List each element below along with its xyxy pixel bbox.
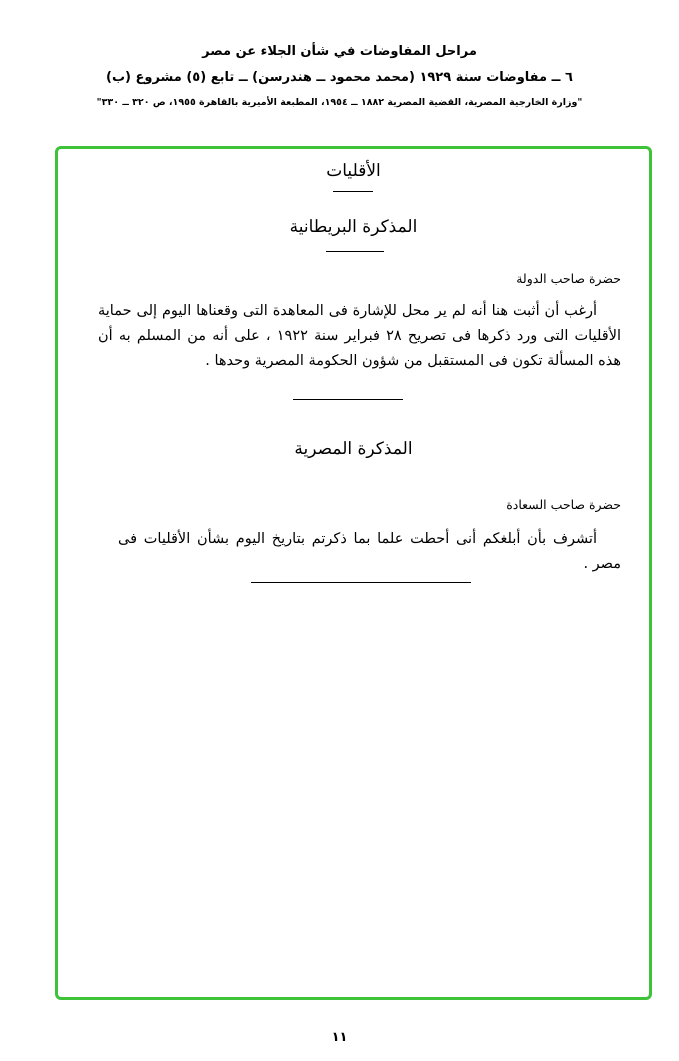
divider bbox=[293, 399, 403, 400]
egyptian-salutation: حضرة صاحب السعادة bbox=[506, 497, 621, 512]
british-salutation: حضرة صاحب الدولة bbox=[516, 271, 621, 286]
chapter-subtitle: ٦ ــ مفاوضات سنة ١٩٢٩ (محمد محمود ــ هندرسن) ــ تابع (٥) مشروع (ب) bbox=[106, 70, 573, 85]
egyptian-note-heading: المذكرة المصرية bbox=[294, 439, 413, 459]
egyptian-note-body: أتشرف بأن أبلغكم أنى أحطت علما بما ذكرتم بتاريخ اليوم بشأن الأقليات فى مصر . bbox=[118, 531, 621, 572]
book-title: مراحل المفاوضات في شأن الجلاء عن مصر bbox=[202, 44, 477, 59]
british-note-body: أرغب أن أثبت هنا أنه لم ير محل للإشارة فى المعاهدة التى وقعناها اليوم إلى حماية الأقليات التى ورد ذكرها فى تصريح ٢٨ فبراير سنة ١٩٢٢ ، على أنه من المسلم به أن هذه المسألة تكون فى المستقبل من شؤون الحكومة المصرية وحدها . bbox=[98, 303, 622, 369]
page-number: ١١ bbox=[331, 1030, 348, 1045]
divider bbox=[333, 191, 373, 192]
document-frame bbox=[55, 146, 652, 1000]
source-citation: "وزارة الخارجية المصرية، القضية المصرية ١٨٨٢ ــ ١٩٥٤، المطبعة الأميرية بالقاهرة ١٩٥٥، ص ٣٢٠ ــ ٣٣٠" bbox=[96, 97, 583, 108]
divider bbox=[251, 582, 471, 583]
british-note-heading: المذكرة البريطانية bbox=[289, 217, 418, 237]
section-heading: الأقليات bbox=[326, 161, 381, 181]
divider bbox=[326, 251, 384, 252]
